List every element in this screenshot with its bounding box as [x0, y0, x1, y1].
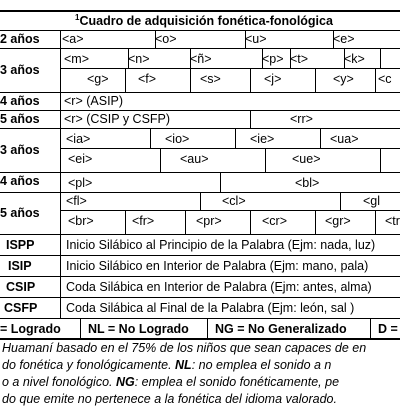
phoneme-cell: <pl>	[68, 176, 93, 190]
v-rule	[200, 192, 201, 210]
phoneme-cell: <ei>	[68, 152, 93, 166]
h-rule	[0, 297, 400, 298]
age-label: 4 años	[0, 94, 40, 108]
phoneme-cell: <y>	[333, 72, 354, 86]
phoneme-cell: <fl>	[66, 194, 87, 208]
v-rule	[150, 128, 151, 148]
phoneme-cell: <c	[378, 72, 392, 86]
v-rule	[125, 210, 126, 234]
v-rule	[250, 110, 251, 128]
legend-item: D =	[378, 322, 398, 336]
footnote-text: Huamaní basado en el 75% de los niños que sean capaces de en	[2, 341, 367, 355]
phoneme-cell: <cl>	[222, 194, 246, 208]
abbr-code: CSIP	[6, 280, 36, 294]
phoneme-cell: <gr>	[325, 214, 351, 228]
v-rule	[380, 148, 381, 172]
phoneme-cell: <r> (ASIP)	[64, 94, 124, 108]
v-rule	[125, 68, 126, 92]
phoneme-cell: <gl	[363, 194, 381, 208]
phoneme-cell: <k>	[344, 52, 365, 66]
v-rule	[185, 210, 186, 234]
v-rule	[235, 128, 236, 148]
v-rule	[315, 68, 316, 92]
phoneme-cell: <ñ>	[190, 52, 212, 66]
age-label: 5 años	[0, 112, 40, 126]
footnote-term: NG	[115, 375, 135, 389]
legend-item: = Logrado	[0, 322, 61, 336]
h-rule	[60, 148, 400, 149]
v-rule	[380, 48, 381, 68]
phoneme-cell: <n>	[128, 52, 150, 66]
v-rule	[370, 318, 371, 338]
phoneme-cell: <g>	[87, 72, 109, 86]
phoneme-cell: <m>	[64, 52, 90, 66]
v-rule	[60, 30, 61, 318]
phoneme-cell: <tr	[385, 214, 400, 228]
v-rule	[190, 68, 191, 92]
phoneme-cell: <ie>	[250, 132, 275, 146]
phoneme-cell: <a>	[62, 32, 84, 46]
phoneme-cell: <ia>	[66, 132, 91, 146]
v-rule	[315, 210, 316, 234]
phoneme-cell: <t>	[290, 52, 309, 66]
abbr-code: ISPP	[6, 238, 35, 252]
abbr-code: CSFP	[4, 301, 38, 315]
h-rule	[60, 68, 400, 69]
phoneme-cell: <r> (CSIP y CSFP)	[64, 112, 171, 126]
phoneme-cell: <rr>	[290, 112, 313, 126]
phoneme-cell: <cr>	[262, 214, 288, 228]
phoneme-cell: <fr>	[132, 214, 155, 228]
phoneme-cell: <pr>	[196, 214, 222, 228]
h-rule	[0, 318, 400, 319]
legend-item: NG = No Generalizado	[215, 322, 347, 336]
phoneme-cell: <br>	[68, 214, 94, 228]
age-label: 5 años	[0, 206, 40, 220]
footnote-text: do fonética y fonológicamente.	[2, 358, 176, 372]
v-rule	[375, 68, 376, 92]
footnote-line	[2, 374, 339, 390]
age-label: 3 años	[0, 143, 40, 157]
phoneme-cell: <p>	[262, 52, 284, 66]
phoneme-cell: <bl>	[295, 176, 320, 190]
abbr-code: ISIP	[8, 259, 32, 273]
v-rule	[320, 128, 321, 148]
footnote-text: : emplea el sonido fonéticamente, pe	[134, 375, 340, 389]
phoneme-cell: <io>	[165, 132, 190, 146]
abbr-meaning: Inicio Silábico en Interior de Palabra (Ejm: mano, pala)	[66, 259, 369, 273]
phoneme-cell: <u>	[245, 32, 267, 46]
phoneme-cell: <f>	[138, 72, 157, 86]
v-rule	[250, 210, 251, 234]
v-rule	[340, 192, 341, 210]
footnote-text: : no emplea el sonido a n	[191, 358, 332, 372]
table-title-text: Cuadro de adquisición fonética-fonológica	[79, 14, 333, 28]
h-rule	[0, 276, 400, 277]
v-rule	[375, 210, 376, 234]
footnote-text: o a nivel fonológico.	[2, 375, 116, 389]
footnote-term: NL	[175, 358, 192, 372]
h-rule	[60, 210, 400, 211]
abbr-meaning: Coda Silábica en Interior de Palabra (Ejm: antes, alma)	[66, 280, 372, 294]
age-label: 4 años	[0, 174, 40, 188]
phoneme-cell: <s>	[200, 72, 221, 86]
phoneme-cell: <au>	[180, 152, 209, 166]
v-rule	[265, 148, 266, 172]
v-rule	[207, 318, 208, 338]
v-rule	[250, 68, 251, 92]
h-rule	[0, 10, 400, 12]
age-label: 2 años	[0, 32, 40, 46]
phoneme-cell: <ue>	[292, 152, 321, 166]
phoneme-cell: <e>	[333, 32, 355, 46]
table-title	[75, 14, 333, 28]
phoneme-cell: <o>	[155, 32, 177, 46]
abbr-meaning: Inicio Silábico al Principio de la Palabra (Ejm: nada, luz)	[66, 238, 376, 252]
phoneme-cell: <ua>	[330, 132, 359, 146]
abbr-meaning: Coda Silábica al Final de la Palabra (Ejm: león, sal )	[66, 301, 355, 315]
footnote-line	[2, 391, 337, 407]
footnote-text: do que emite no pertenece a la fonética del idioma valorado.	[2, 392, 337, 406]
v-rule	[220, 172, 221, 192]
age-label: 3 años	[0, 63, 40, 77]
h-rule	[0, 255, 400, 256]
title-superscript: 1	[75, 12, 80, 22]
legend-item: NL = No Logrado	[88, 322, 189, 336]
phoneme-cell: <j>	[264, 72, 282, 86]
v-rule	[80, 318, 81, 338]
footnote-line	[2, 340, 366, 356]
footnote-line	[2, 357, 331, 373]
v-rule	[160, 148, 161, 172]
